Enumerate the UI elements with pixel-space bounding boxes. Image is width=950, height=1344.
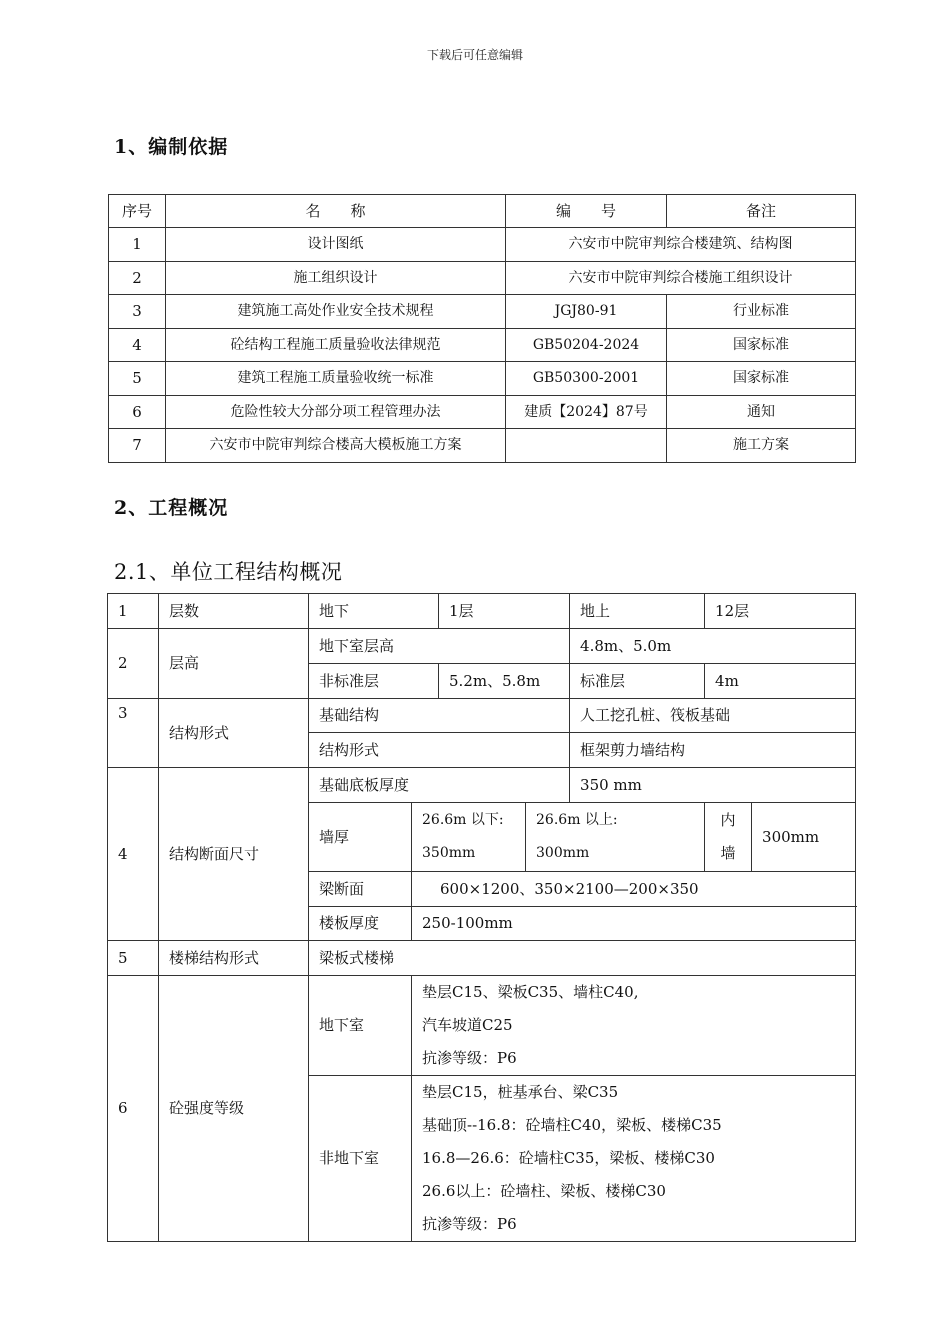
table-row <box>108 629 856 664</box>
row-no: 3 <box>108 699 159 768</box>
cell-value <box>705 803 752 872</box>
col-header-no: 序号 <box>109 195 166 228</box>
cell-value: 梁板式楼梯 <box>309 941 856 976</box>
grade-line: 抗渗等级：P6 <box>422 1049 517 1067</box>
cell-value: 250-100mm <box>412 907 856 941</box>
row-no: 5 <box>108 941 159 976</box>
row-no: 7 <box>109 429 166 463</box>
col-header-code: 编 号 <box>506 195 667 228</box>
row-remark: 行业标准 <box>667 295 856 329</box>
row-name: 建筑工程施工质量验收统一标准 <box>166 362 506 396</box>
grade-line: 基础顶--16.8：砼墙柱C40，梁板、楼梯C35 <box>422 1116 722 1134</box>
wall-below-value: 350mm <box>422 845 476 861</box>
row-no: 4 <box>108 768 159 941</box>
section-title-overview: 2、工程概况 <box>114 497 229 519</box>
cell-value: 地下 <box>309 594 439 629</box>
table-row <box>108 941 856 976</box>
row-no: 2 <box>109 262 166 295</box>
row-no: 6 <box>109 396 166 429</box>
row-name: 六安市中院审判综合楼高大模板施工方案 <box>166 429 506 463</box>
table-row <box>109 362 856 396</box>
cell-value: 地下室层高 <box>309 629 570 664</box>
cell-value <box>526 803 705 872</box>
row-item: 楼梯结构形式 <box>159 941 309 976</box>
row-name: 砼结构工程施工质量验收法律规范 <box>166 329 506 362</box>
cell-value: 5.2m、5.8m <box>439 664 570 699</box>
cell-value: 地下室 <box>309 976 412 1076</box>
row-code: 建质【2024】87号 <box>506 396 667 429</box>
table-row <box>108 976 856 1076</box>
row-code: 六安市中院审判综合楼施工组织设计 <box>506 262 856 295</box>
section-title-structure: 2.1、单位工程结构概况 <box>114 560 343 584</box>
row-item: 层高 <box>159 629 309 699</box>
basis-table <box>108 194 856 463</box>
cell-value <box>412 976 856 1076</box>
row-name: 设计图纸 <box>166 228 506 262</box>
row-item: 层数 <box>159 594 309 629</box>
row-no: 6 <box>108 976 159 1242</box>
col-header-name: 名 称 <box>166 195 506 228</box>
inner-wall-char-2: 墙 <box>720 844 736 862</box>
table-row <box>109 396 856 429</box>
row-no: 5 <box>109 362 166 396</box>
cell-value: 300mm <box>752 803 856 872</box>
table-row <box>109 429 856 463</box>
cell-value: 非标准层 <box>309 664 439 699</box>
structure-table <box>107 593 856 1242</box>
row-no: 1 <box>108 594 159 629</box>
cell-value: 地上 <box>570 594 705 629</box>
cell-value: 基础底板厚度 <box>309 768 570 803</box>
grade-line: 抗渗等级：P6 <box>422 1215 517 1233</box>
wall-below-label: 26.6m 以下: <box>422 812 504 828</box>
row-item: 砼强度等级 <box>159 976 309 1242</box>
row-name: 施工组织设计 <box>166 262 506 295</box>
table-row <box>108 699 856 733</box>
row-remark: 施工方案 <box>667 429 856 463</box>
cell-value: 人工挖孔桩、筏板基础 <box>570 699 856 733</box>
grade-line: 26.6以上：砼墙柱、梁板、楼梯C30 <box>422 1182 666 1200</box>
row-remark: 国家标准 <box>667 362 856 396</box>
row-item: 结构形式 <box>159 699 309 768</box>
cell-value: 结构形式 <box>309 733 570 768</box>
cell-value: 1层 <box>439 594 570 629</box>
table-row <box>109 228 856 262</box>
cell-value: 4.8m、5.0m <box>570 629 856 664</box>
cell-value: 楼板厚度 <box>309 907 412 941</box>
grade-line: 汽车坡道C25 <box>422 1016 513 1034</box>
row-code <box>506 429 667 463</box>
row-no: 2 <box>108 629 159 699</box>
row-item: 结构断面尺寸 <box>159 768 309 941</box>
inner-wall-char-1: 内 <box>720 811 736 829</box>
row-no: 3 <box>109 295 166 329</box>
cell-value: 非地下室 <box>309 1076 412 1242</box>
cell-value <box>412 1076 856 1242</box>
grade-line: 16.8—26.6：砼墙柱C35，梁板、楼梯C30 <box>422 1149 715 1167</box>
table-row <box>108 768 856 803</box>
cell-value: 12层 <box>705 594 856 629</box>
cell-value: 4m <box>705 664 856 699</box>
grade-line: 垫层C15，桩基承台、梁C35 <box>422 1083 619 1101</box>
col-header-remark: 备注 <box>667 195 856 228</box>
table-row <box>109 295 856 329</box>
table-header-row <box>109 195 856 228</box>
row-remark: 国家标准 <box>667 329 856 362</box>
cell-value: 600×1200、350×2100—200×350 <box>412 872 856 907</box>
row-no: 4 <box>109 329 166 362</box>
row-code: 六安市中院审判综合楼建筑、结构图 <box>506 228 856 262</box>
cell-value: 基础结构 <box>309 699 570 733</box>
cell-value: 标准层 <box>570 664 705 699</box>
row-code: GB50204-2024 <box>506 329 667 362</box>
row-name: 建筑施工高处作业安全技术规程 <box>166 295 506 329</box>
cell-value <box>412 803 526 872</box>
section-title-basis: 1、编制依据 <box>114 136 229 158</box>
table-row <box>109 262 856 295</box>
row-remark: 通知 <box>667 396 856 429</box>
page-header-note: 下载后可任意编辑 <box>426 48 523 62</box>
row-name: 危险性较大分部分项工程管理办法 <box>166 396 506 429</box>
row-no: 1 <box>109 228 166 262</box>
cell-value: 梁断面 <box>309 872 412 907</box>
grade-line: 垫层C15、梁板C35、墙柱C40, <box>422 983 639 1001</box>
row-code: JGJ80-91 <box>506 295 667 329</box>
cell-value: 350 mm <box>570 768 856 803</box>
row-code: GB50300-2001 <box>506 362 667 396</box>
table-row <box>108 594 856 629</box>
table-row <box>109 329 856 362</box>
wall-above-value: 300mm <box>536 845 590 861</box>
wall-above-label: 26.6m 以上: <box>536 812 618 828</box>
cell-value: 框架剪力墙结构 <box>570 733 856 768</box>
cell-value: 墙厚 <box>309 803 412 872</box>
